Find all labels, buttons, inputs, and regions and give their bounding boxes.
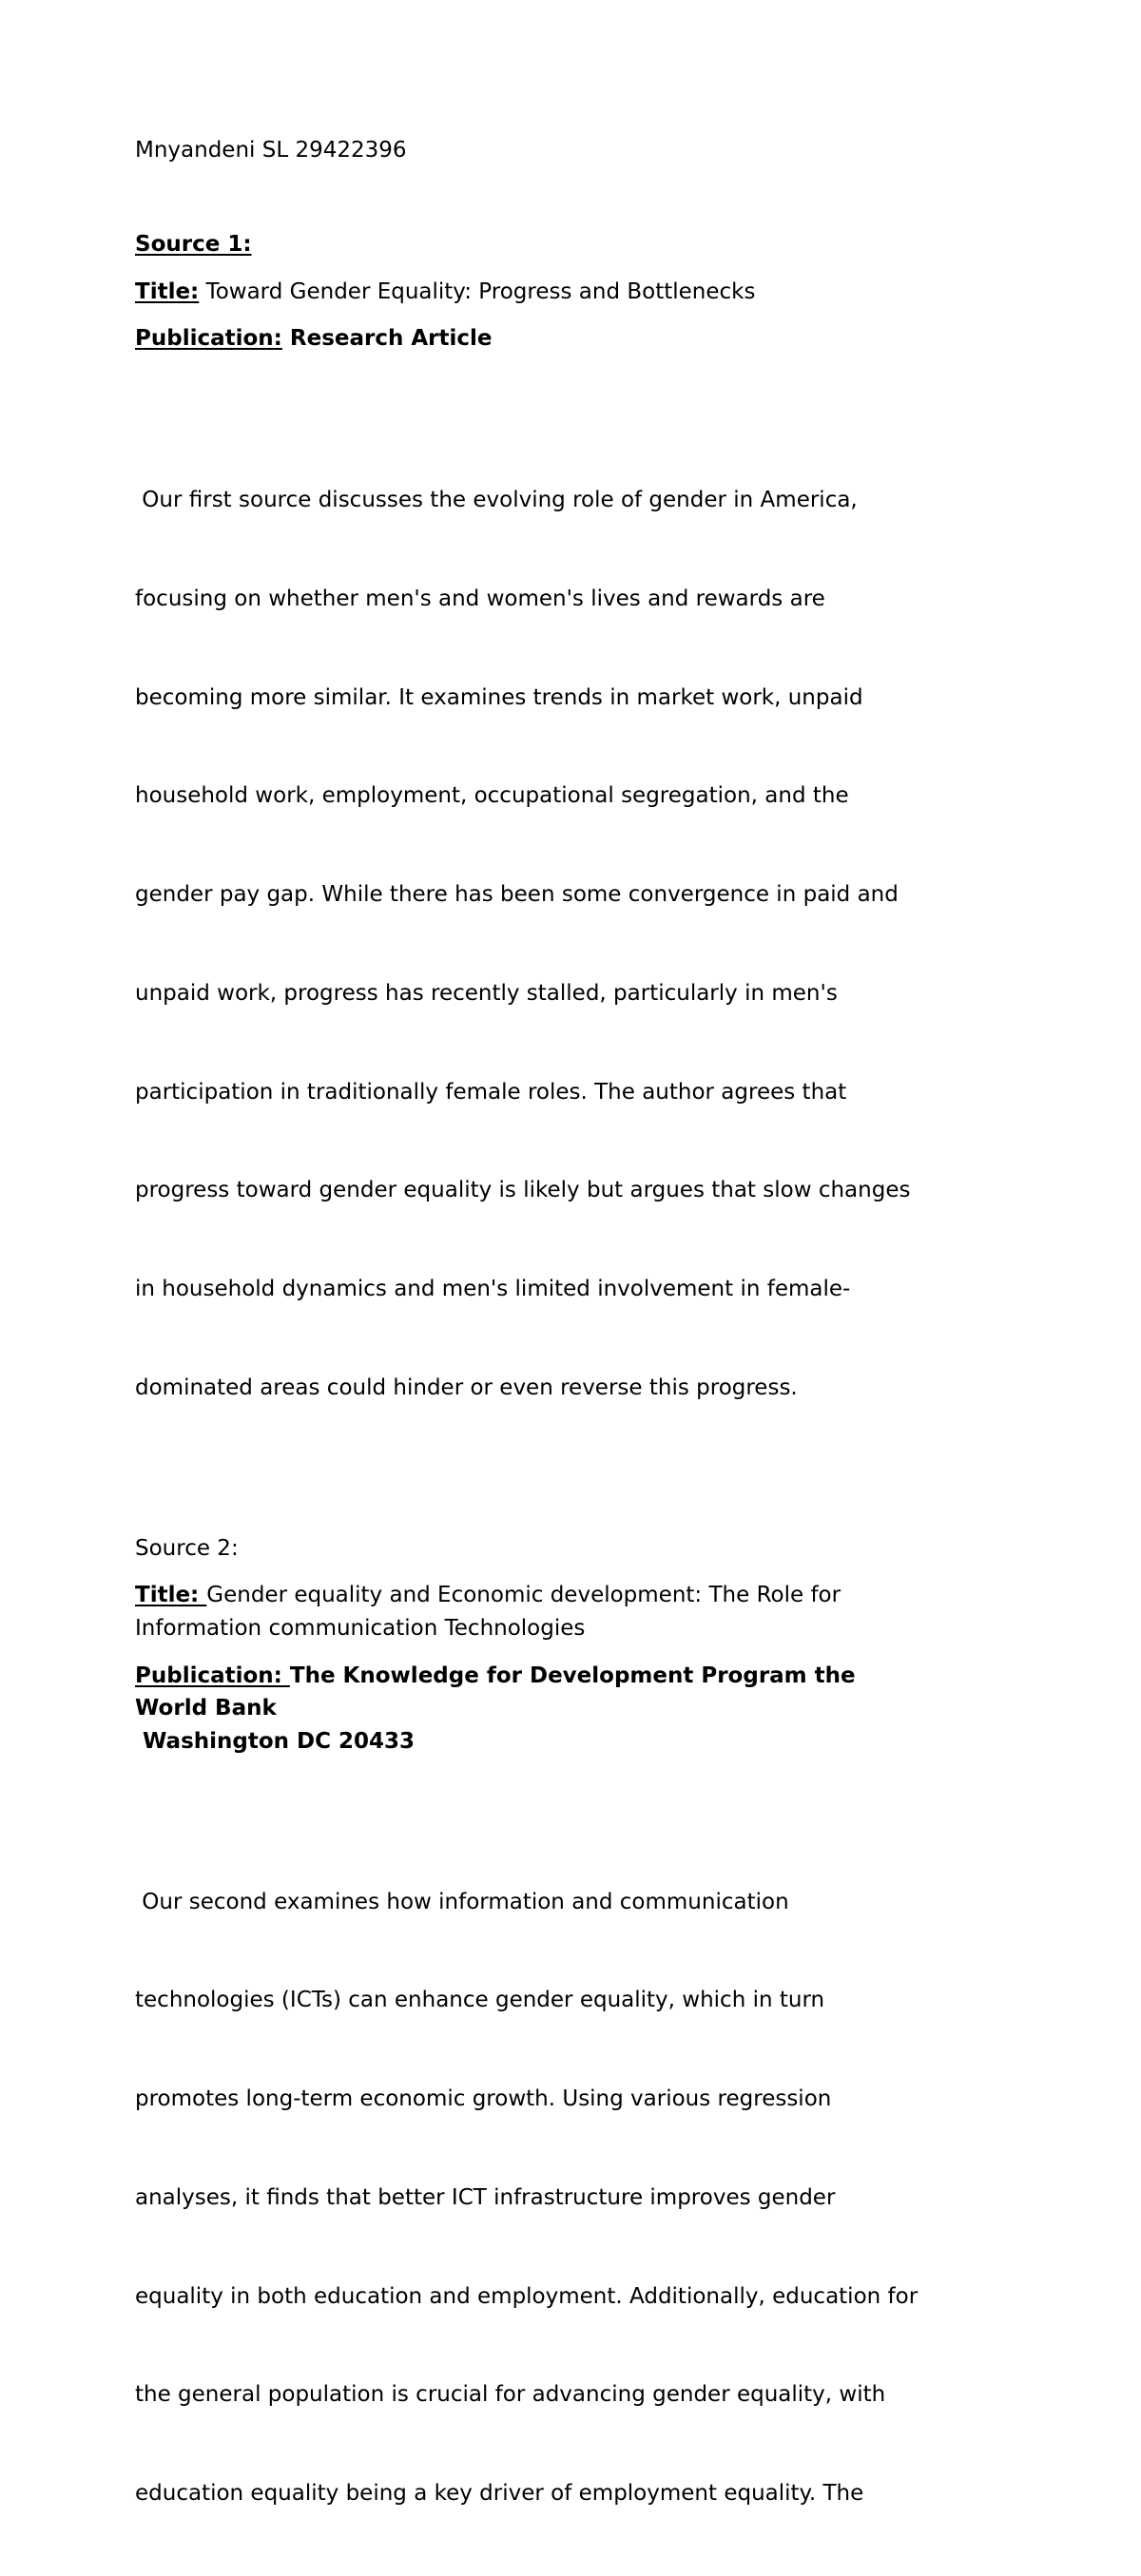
source1-summary-line: unpaid work, progress has recently stalled, particularly in men's: [135, 980, 838, 1006]
author-line: Mnyandeni SL 29422396: [135, 138, 407, 163]
source1-summary-line: in household dynamics and men's limited involvement in female-: [135, 1277, 851, 1302]
source2-summary-line: equality in both education and employment. Additionally, education for: [135, 2283, 919, 2309]
source1-heading: [135, 228, 1010, 261]
source2-summary-line: promotes long-term economic growth. Using various regression: [135, 2086, 832, 2112]
source2-heading: Source 2:: [135, 1535, 239, 1561]
source2-summary-line: Our second examines how information and communication: [135, 1889, 789, 1914]
source1-summary-line: becoming more similar. It examines trends in market work, unpaid: [135, 684, 863, 710]
source2-publication-label: Publication:: [135, 1663, 290, 1688]
source1-publication-label: Publication:: [135, 326, 282, 352]
source2-summary-line: education equality being a key driver of employment equality. The: [135, 2481, 864, 2507]
source1-summary-line: gender pay gap. While there has been some convergence in paid and: [135, 882, 899, 908]
source2-title-line: Gender equality and Economic development: The Role for: [206, 1583, 841, 1608]
source2-title-label: Title:: [135, 1583, 207, 1608]
source2-publication-line: Washington DC 20433: [135, 1728, 416, 1754]
source1-title: [135, 276, 1010, 309]
source2-summary-line: the general population is crucial for advancing gender equality, with: [135, 2382, 886, 2408]
source2-summary: [135, 1819, 1010, 2576]
source2-summary-line: analyses, it finds that better ICT infrastructure improves gender: [135, 2184, 836, 2210]
source1-title-label: Title:: [135, 279, 200, 304]
source2-publication-line: The Knowledge for Development Program the: [289, 1663, 856, 1688]
source2-title-line: Information communication Technologies: [135, 1615, 586, 1641]
source2-publication: [135, 1660, 1010, 1759]
source1-summary-line: focusing on whether men's and women's lives and rewards are: [135, 586, 825, 611]
source1-summary-line: participation in traditionally female roles. The author agrees that: [135, 1079, 847, 1105]
source1-publication: [135, 322, 1010, 356]
source1-summary-line: progress toward gender equality is likely but argues that slow changes: [135, 1178, 911, 1203]
source1-heading-label: Source 1:: [135, 232, 252, 257]
source1-summary: [135, 418, 1010, 1471]
source2-summary-line: technologies (ICTs) can enhance gender equality, which in turn: [135, 1988, 825, 2013]
source1-summary-line: household work, employment, occupational segregation, and the: [135, 783, 849, 809]
source1-summary-line: Our first source discusses the evolving role of gender in America,: [135, 487, 858, 512]
document-body: [135, 134, 1010, 2576]
source1-title-text: Toward Gender Equality: Progress and Bottlenecks: [199, 279, 756, 304]
source1-publication-text: Research Article: [281, 326, 493, 352]
source2-title: [135, 1579, 1010, 1644]
source1-summary-line: dominated areas could hinder or even reverse this progress.: [135, 1375, 798, 1400]
source2-publication-line: World Bank: [135, 1696, 277, 1721]
